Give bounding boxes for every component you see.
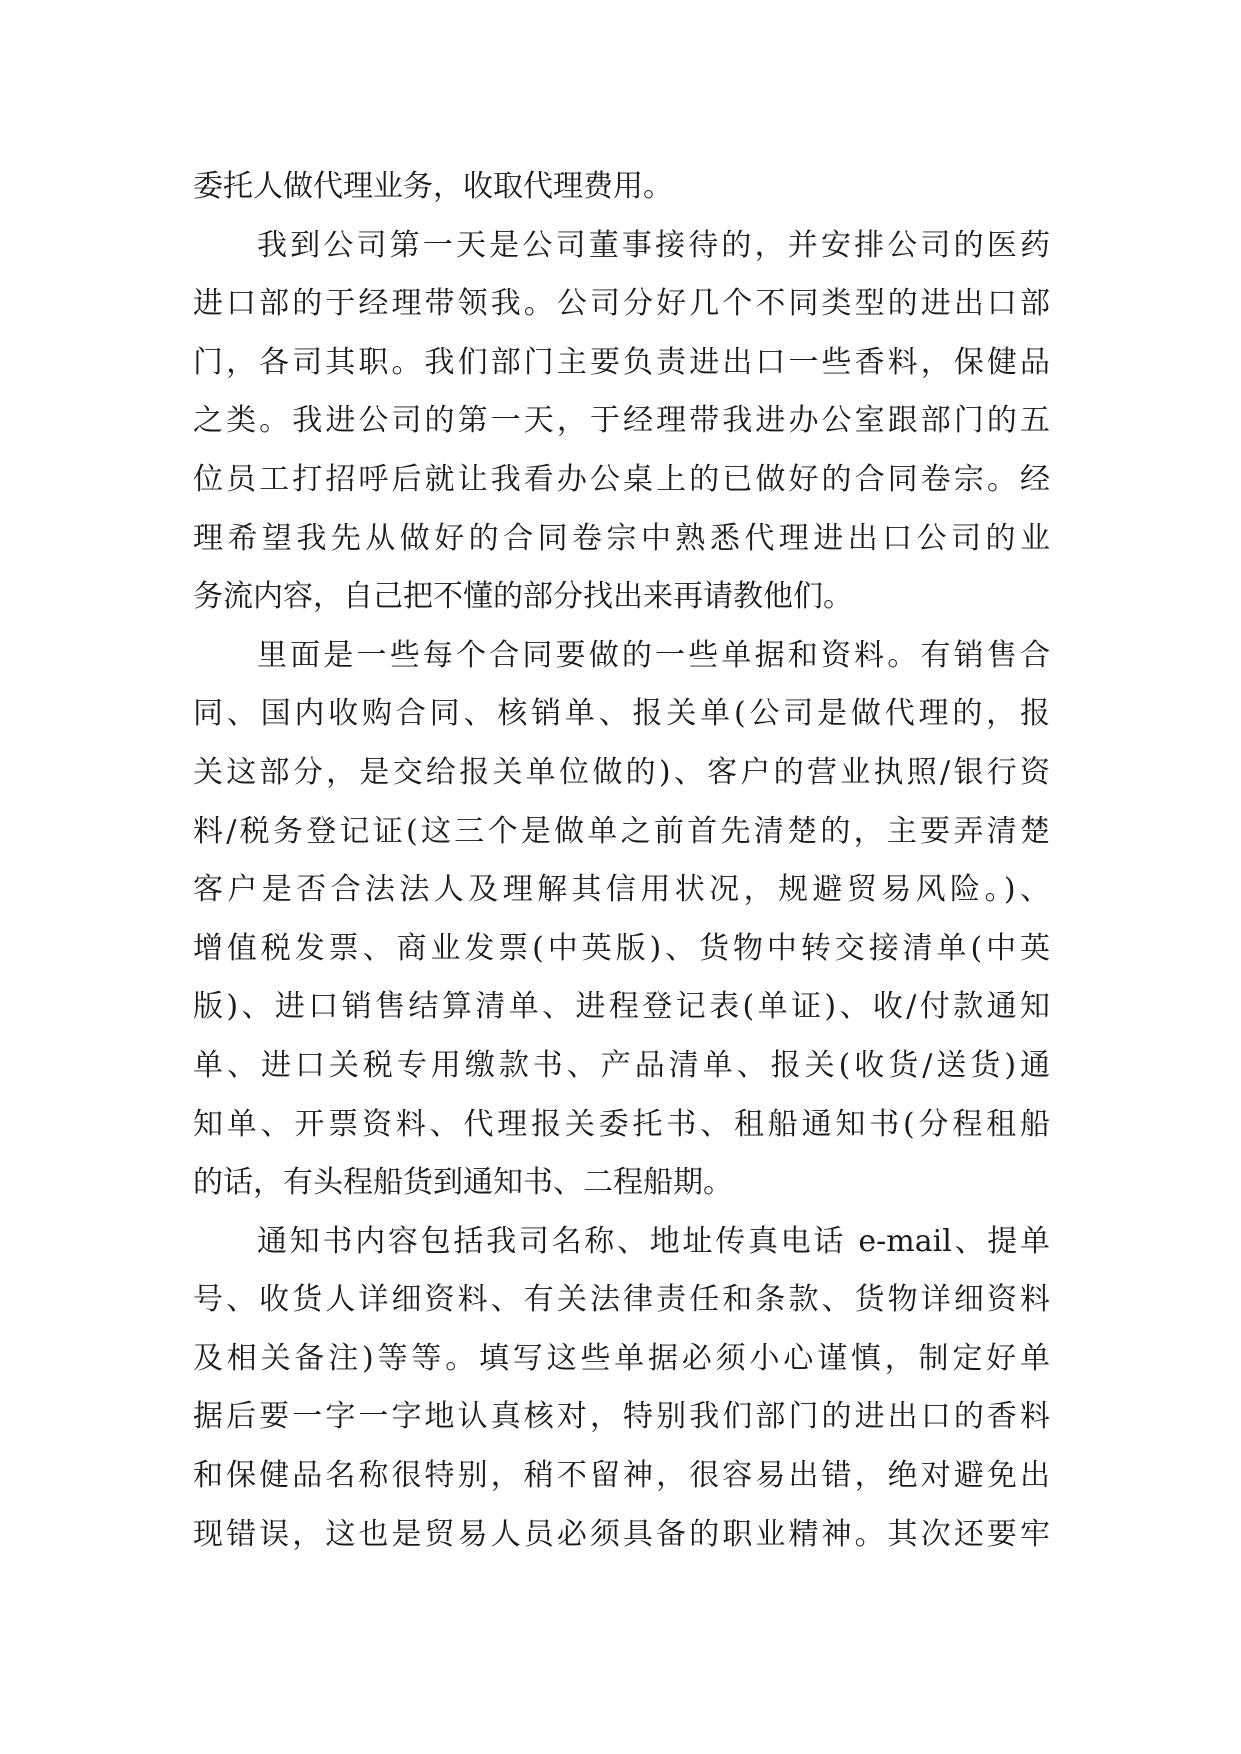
text-line: 理希望我先从做好的合同卷宗中熟悉代理进出口公司的业 bbox=[193, 520, 1050, 556]
text-line: 和保健品名称很特别，稍不留神，很容易出错，绝对避免出 bbox=[193, 1458, 1050, 1494]
text-line: 料/税务登记证(这三个是做单之前首先清楚的，主要弄清楚 bbox=[193, 813, 1050, 849]
text-line: 门，各司其职。我们部门主要负责进出口一些香料，保健品 bbox=[193, 344, 1050, 380]
text-line: 号、收货人详细资料、有关法律责任和条款、货物详细资料 bbox=[193, 1282, 1050, 1318]
text-line: 我到公司第一天是公司董事接待的，并安排公司的医药 bbox=[257, 227, 1050, 263]
text-line: 客户是否合法法人及理解其信用状况，规避贸易风险。)、 bbox=[193, 872, 1050, 908]
text-line: 同、国内收购合同、核销单、报关单(公司是做代理的，报 bbox=[193, 696, 1050, 732]
text-line: 里面是一些每个合同要做的一些单据和资料。有销售合 bbox=[257, 637, 1050, 673]
document-body bbox=[193, 158, 1050, 1564]
text-line: 单、进口关税专用缴款书、产品清单、报关(收货/送货)通 bbox=[193, 1047, 1050, 1083]
text-line: 进口部的于经理带领我。公司分好几个不同类型的进出口部 bbox=[193, 286, 1050, 322]
text-line: 通知书内容包括我司名称、地址传真电话 e-mail、提单 bbox=[257, 1223, 1050, 1259]
text-line: 之类。我进公司的第一天，于经理带我进办公室跟部门的五 bbox=[193, 403, 1050, 439]
text-line: 现错误，这也是贸易人员必须具备的职业精神。其次还要牢 bbox=[193, 1516, 1050, 1552]
text-line: 委托人做代理业务，收取代理费用。 bbox=[193, 169, 673, 204]
text-line: 版)、进口销售结算清单、进程登记表(单证)、收/付款通知 bbox=[193, 989, 1050, 1025]
text-line: 及相关备注)等等。填写这些单据必须小心谨慎，制定好单 bbox=[193, 1340, 1050, 1376]
text-line: 知单、开票资料、代理报关委托书、租船通知书(分程租船 bbox=[193, 1106, 1050, 1142]
text-line: 的话，有头程船货到通知书、二程船期。 bbox=[193, 1165, 733, 1201]
text-line: 增值税发票、商业发票(中英版)、货物中转交接清单(中英 bbox=[193, 930, 1050, 966]
text-line: 位员工打招呼后就让我看办公桌上的已做好的合同卷宗。经 bbox=[193, 461, 1050, 497]
text-line: 关这部分，是交给报关单位做的)、客户的营业执照/银行资 bbox=[193, 754, 1050, 790]
text-line: 据后要一字一字地认真核对，特别我们部门的进出口的香料 bbox=[193, 1399, 1050, 1435]
text-line: 务流内容，自己把不懂的部分找出来再请教他们。 bbox=[193, 579, 853, 615]
